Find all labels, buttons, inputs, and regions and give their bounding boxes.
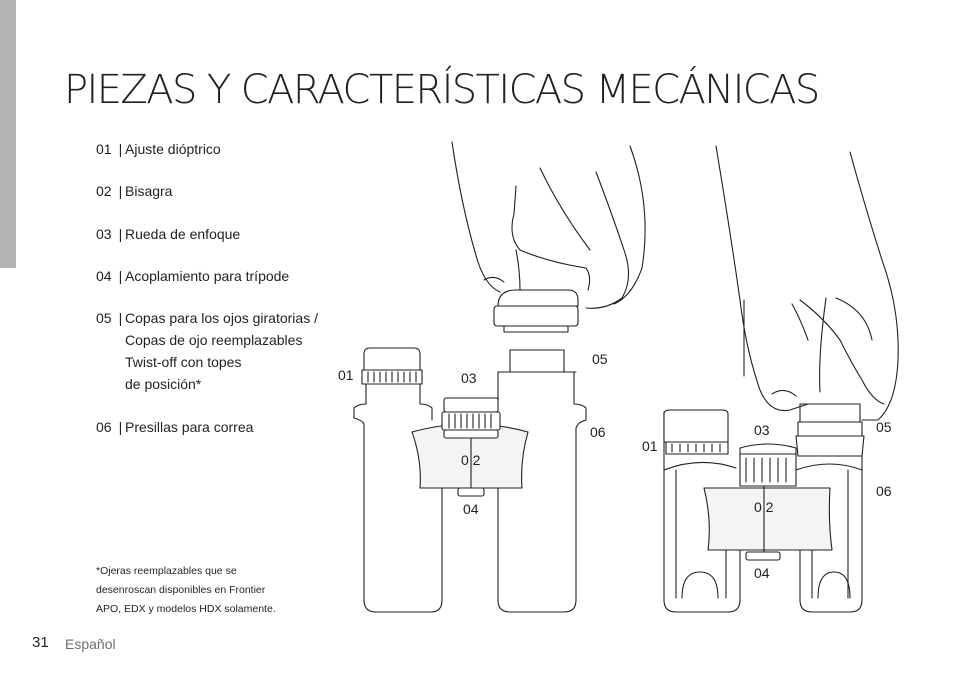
focus-wheel: [740, 454, 796, 486]
left-binocular-illustration: [338, 142, 645, 612]
part-separator: |: [118, 310, 123, 326]
part-label-line: Twist-off con topes: [125, 354, 242, 370]
part-separator: |: [118, 226, 123, 242]
footnote-line: *Ojeras reemplazables que se: [96, 565, 237, 577]
label-r02: 0 2: [754, 499, 774, 515]
label-r03: 03: [754, 422, 770, 438]
removed-eyecup: [494, 306, 578, 326]
hinge-bridge: [704, 488, 832, 550]
left-eyecup: [664, 410, 728, 442]
part-separator: |: [118, 141, 123, 157]
right-eyepiece: [510, 350, 564, 372]
right-barrel-outline: [498, 372, 586, 612]
part-label: Bisagra: [125, 183, 173, 199]
label-r05: 05: [876, 419, 892, 435]
page-number: 31: [32, 634, 49, 651]
focus-wheel-top: [740, 444, 796, 454]
diopter-ring: [666, 442, 728, 454]
label-l03: 03: [461, 370, 477, 386]
label-l06: 06: [590, 424, 606, 440]
tripod-socket: [746, 552, 780, 560]
label-l01: 01: [338, 367, 354, 383]
label-r04: 04: [754, 565, 770, 581]
part-separator: |: [118, 268, 123, 284]
label-r06: 06: [876, 483, 892, 499]
right-shoulder: [796, 464, 862, 470]
right-eyecup-base: [796, 436, 864, 456]
right-objective-arch: [818, 572, 850, 598]
part-number: 02: [96, 183, 112, 199]
focus-wheel-base: [444, 430, 498, 438]
right-binocular-illustration: [642, 146, 898, 612]
removed-eyecup-thread: [504, 326, 568, 332]
left-objective-arch: [682, 572, 718, 598]
part-label: Acoplamiento para trípode: [125, 268, 290, 284]
part-label: Copas para los ojos giratorias /: [125, 310, 318, 326]
part-label: Ajuste dióptrico: [125, 141, 221, 157]
part-number: 01: [96, 141, 112, 157]
focus-wheel-top: [444, 398, 498, 412]
label-l02: 0 2: [461, 452, 481, 468]
left-eyecup: [364, 348, 420, 370]
footnote-line: desenroscan disponibles en Frontier: [96, 584, 266, 596]
left-barrel-shoulder: [420, 384, 432, 420]
left-hand-drawing: [452, 142, 645, 308]
right-hand-drawing: [716, 146, 898, 420]
part-label: Presillas para correa: [125, 419, 254, 435]
part-number: 06: [96, 419, 112, 435]
part-number: 04: [96, 268, 112, 284]
label-l04: 04: [463, 501, 479, 517]
footnote-line: APO, EDX y modelos HDX solamente.: [96, 603, 276, 615]
tripod-socket: [458, 488, 484, 496]
removed-eyecup-top: [498, 290, 578, 306]
left-barrel-outline: [354, 384, 442, 612]
page-title: PIEZAS Y CARACTERÍSTICAS MECÁNICAS: [64, 67, 819, 113]
left-shoulder: [664, 462, 736, 470]
right-eyecup-ring: [798, 422, 862, 436]
language-label: Español: [65, 636, 116, 652]
label-r01: 01: [642, 438, 658, 454]
part-label-line: de posición*: [125, 376, 202, 392]
part-label: Rueda de enfoque: [125, 226, 241, 242]
part-label-line: Copas de ojo reemplazables: [125, 332, 303, 348]
part-separator: |: [118, 419, 123, 435]
part-number: 05: [96, 310, 112, 326]
thumb-nail: [772, 390, 796, 396]
part-separator: |: [118, 183, 123, 199]
right-eyecup-top: [800, 404, 860, 422]
label-l05: 05: [592, 351, 608, 367]
part-number: 03: [96, 226, 112, 242]
